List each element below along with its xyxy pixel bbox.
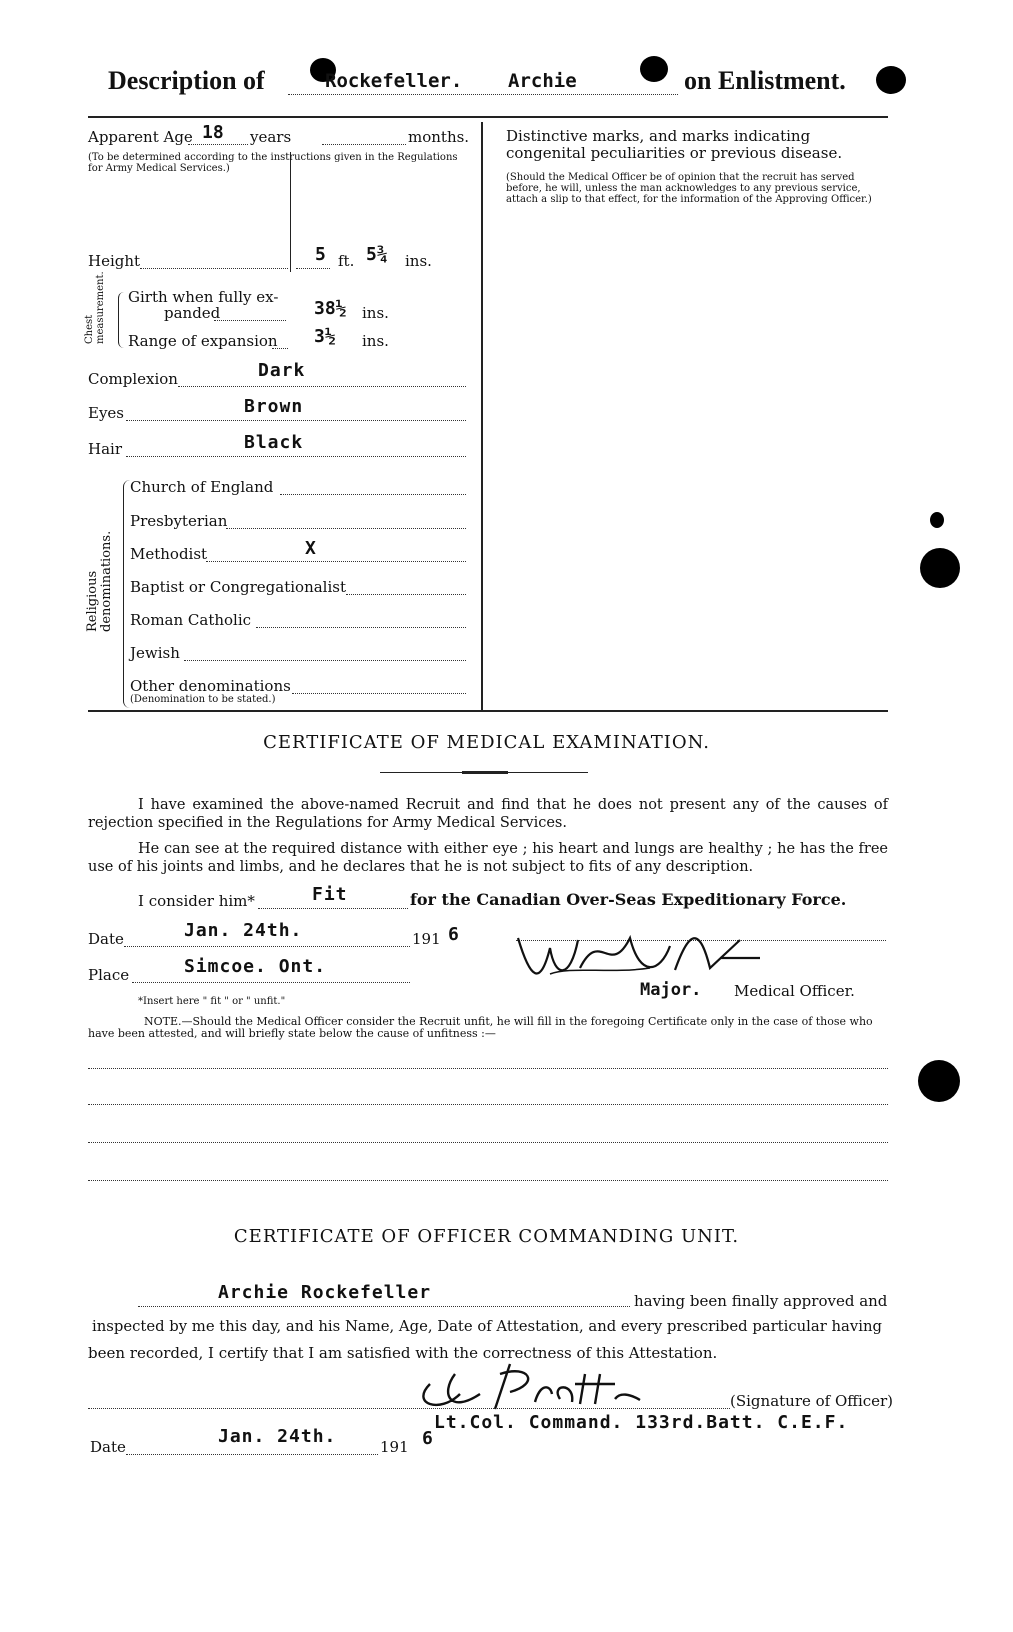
unfit-reason-line-3[interactable]	[88, 1142, 888, 1143]
medical-para-2: He can see at the required distance with either eye ; his heart and lungs are healthy ; he has the free use of his joints and limbs, and he declares that he is not subject to fits of any description.	[88, 841, 888, 875]
commanding-date-label: Date	[90, 1438, 126, 1456]
religion-methodist: Methodist	[130, 545, 208, 563]
girth-value: 38½	[314, 298, 347, 319]
religion-roman-catholic: Roman Catholic	[130, 611, 252, 629]
punch-hole	[640, 56, 668, 82]
recruit-name-value: Archie Rockefeller	[218, 1282, 432, 1303]
eyes-value: Brown	[244, 396, 304, 417]
height-ft-value: 5	[315, 244, 326, 265]
months-label: months.	[408, 128, 470, 146]
medical-officer-rank: Major.	[640, 980, 702, 1000]
medical-year-prefix: 191	[412, 930, 441, 948]
place-label: Place	[88, 966, 130, 984]
commanding-year-prefix: 191	[380, 1438, 409, 1456]
mid-rule	[88, 710, 888, 712]
age-note: (To be determined according to the instructions given in the Regulations for Army Medical Services.)	[88, 152, 458, 174]
unfit-note: NOTE.—Should the Medical Officer consider the Recruit unfit, he will fill in the foregoing Certificate only in the case of those who have been attested, and will briefly state below the cause of unfitness :—	[88, 1015, 873, 1040]
title-underline-bold	[462, 771, 508, 774]
expansion-value: 3½	[314, 326, 336, 347]
punch-hole	[930, 512, 944, 528]
religion-church-of-england: Church of England	[130, 478, 274, 496]
ft-label: ft.	[338, 252, 355, 270]
approval-text-2: inspected by me this day, and his Name, Age, Date of Attestation, and every prescribed particular having	[92, 1318, 882, 1335]
age-label: Apparent Age	[88, 128, 193, 146]
unfit-reason-line-4[interactable]	[88, 1180, 888, 1181]
signature-label: (Signature of Officer)	[730, 1392, 894, 1410]
form-title: Description of	[108, 66, 265, 95]
expansion-label: Range of expansion	[128, 332, 278, 350]
chest-label: Chest measurement.	[84, 271, 106, 344]
commanding-officer-signature	[400, 1354, 690, 1416]
religion-baptist: Baptist or Congregationalist	[130, 578, 346, 596]
given-name-value: Archie	[508, 70, 577, 92]
medical-date-value: Jan. 24th.	[184, 920, 303, 941]
religion-jewish: Jewish	[130, 644, 180, 662]
girth-label: Girth when fully ex-	[128, 288, 279, 306]
medical-para-1: I have examined the above-named Recruit and find that he does not present any of the causes of rejection specified in the Regulations for Army Medical Services.	[88, 797, 888, 831]
force-label: for the Canadian Over-Seas Expeditionary Force.	[410, 890, 847, 909]
distinctive-marks-title: Distinctive marks, and marks indicating congenital peculiarities or previous disease.	[506, 127, 843, 162]
religion-brace	[123, 480, 130, 708]
punch-hole	[876, 66, 906, 94]
medical-cert-title: CERTIFICATE OF MEDICAL EXAMINATION.	[263, 732, 710, 753]
commanding-cert-title: CERTIFICATE OF OFFICER COMMANDING UNIT.	[233, 1226, 740, 1247]
age-value: 18	[202, 122, 224, 143]
girth-label-2: panded	[164, 304, 221, 322]
form-title-suffix: on Enlistment.	[684, 66, 846, 95]
height-label: Height	[88, 252, 141, 270]
years-label: years	[250, 128, 292, 146]
distinctive-marks-note: (Should the Medical Officer be of opinion that the recruit has served before, he will, unless the man acknowledges to any previous service, attach a slip to that effect, for the information of the Approving Officer.)	[506, 172, 872, 205]
height-in-value: 5¾	[366, 244, 388, 265]
unfit-reason-line-2[interactable]	[88, 1104, 888, 1105]
eyes-label: Eyes	[88, 404, 124, 422]
other-note: (Denomination to be stated.)	[130, 694, 276, 705]
insert-note: *Insert here " fit " or " unfit."	[138, 996, 286, 1007]
unfit-reason-line-1[interactable]	[88, 1068, 888, 1069]
commanding-officer-title: Lt.Col. Command. 133rd.Batt. C.E.F.	[434, 1412, 849, 1433]
commanding-date-value: Jan. 24th.	[218, 1426, 337, 1447]
punch-hole	[918, 1060, 960, 1102]
medical-date-label: Date	[88, 930, 124, 948]
chest-brace	[118, 292, 125, 348]
medical-officer-label: Medical Officer.	[734, 982, 855, 1000]
surname-value: Rockefeller.	[325, 70, 463, 92]
consider-label: I consider him*	[138, 892, 255, 910]
commanding-year-digit: 6	[422, 1428, 433, 1449]
religion-methodist-mark: X	[305, 538, 316, 559]
religion-group-label: Religious denominations.	[85, 530, 114, 632]
place-value: Simcoe. Ont.	[184, 956, 327, 977]
religion-other: Other denominations	[130, 677, 291, 695]
fitness-value: Fit	[312, 884, 348, 905]
hair-value: Black	[244, 432, 304, 453]
religion-presbyterian: Presbyterian	[130, 512, 228, 530]
approval-text-1: having been finally approved and	[634, 1292, 888, 1310]
medical-year-digit: 6	[448, 924, 459, 945]
top-rule	[88, 116, 888, 118]
expansion-unit: ins.	[362, 332, 389, 350]
hair-label: Hair	[88, 440, 122, 458]
ins-label: ins.	[405, 252, 432, 270]
column-divider	[481, 122, 483, 710]
approval-text-3: been recorded, I certify that I am satisfied with the correctness of this Attestation.	[88, 1344, 718, 1362]
girth-unit: ins.	[362, 304, 389, 322]
complexion-label: Complexion	[88, 370, 178, 388]
punch-hole	[920, 548, 960, 588]
complexion-value: Dark	[258, 360, 306, 381]
